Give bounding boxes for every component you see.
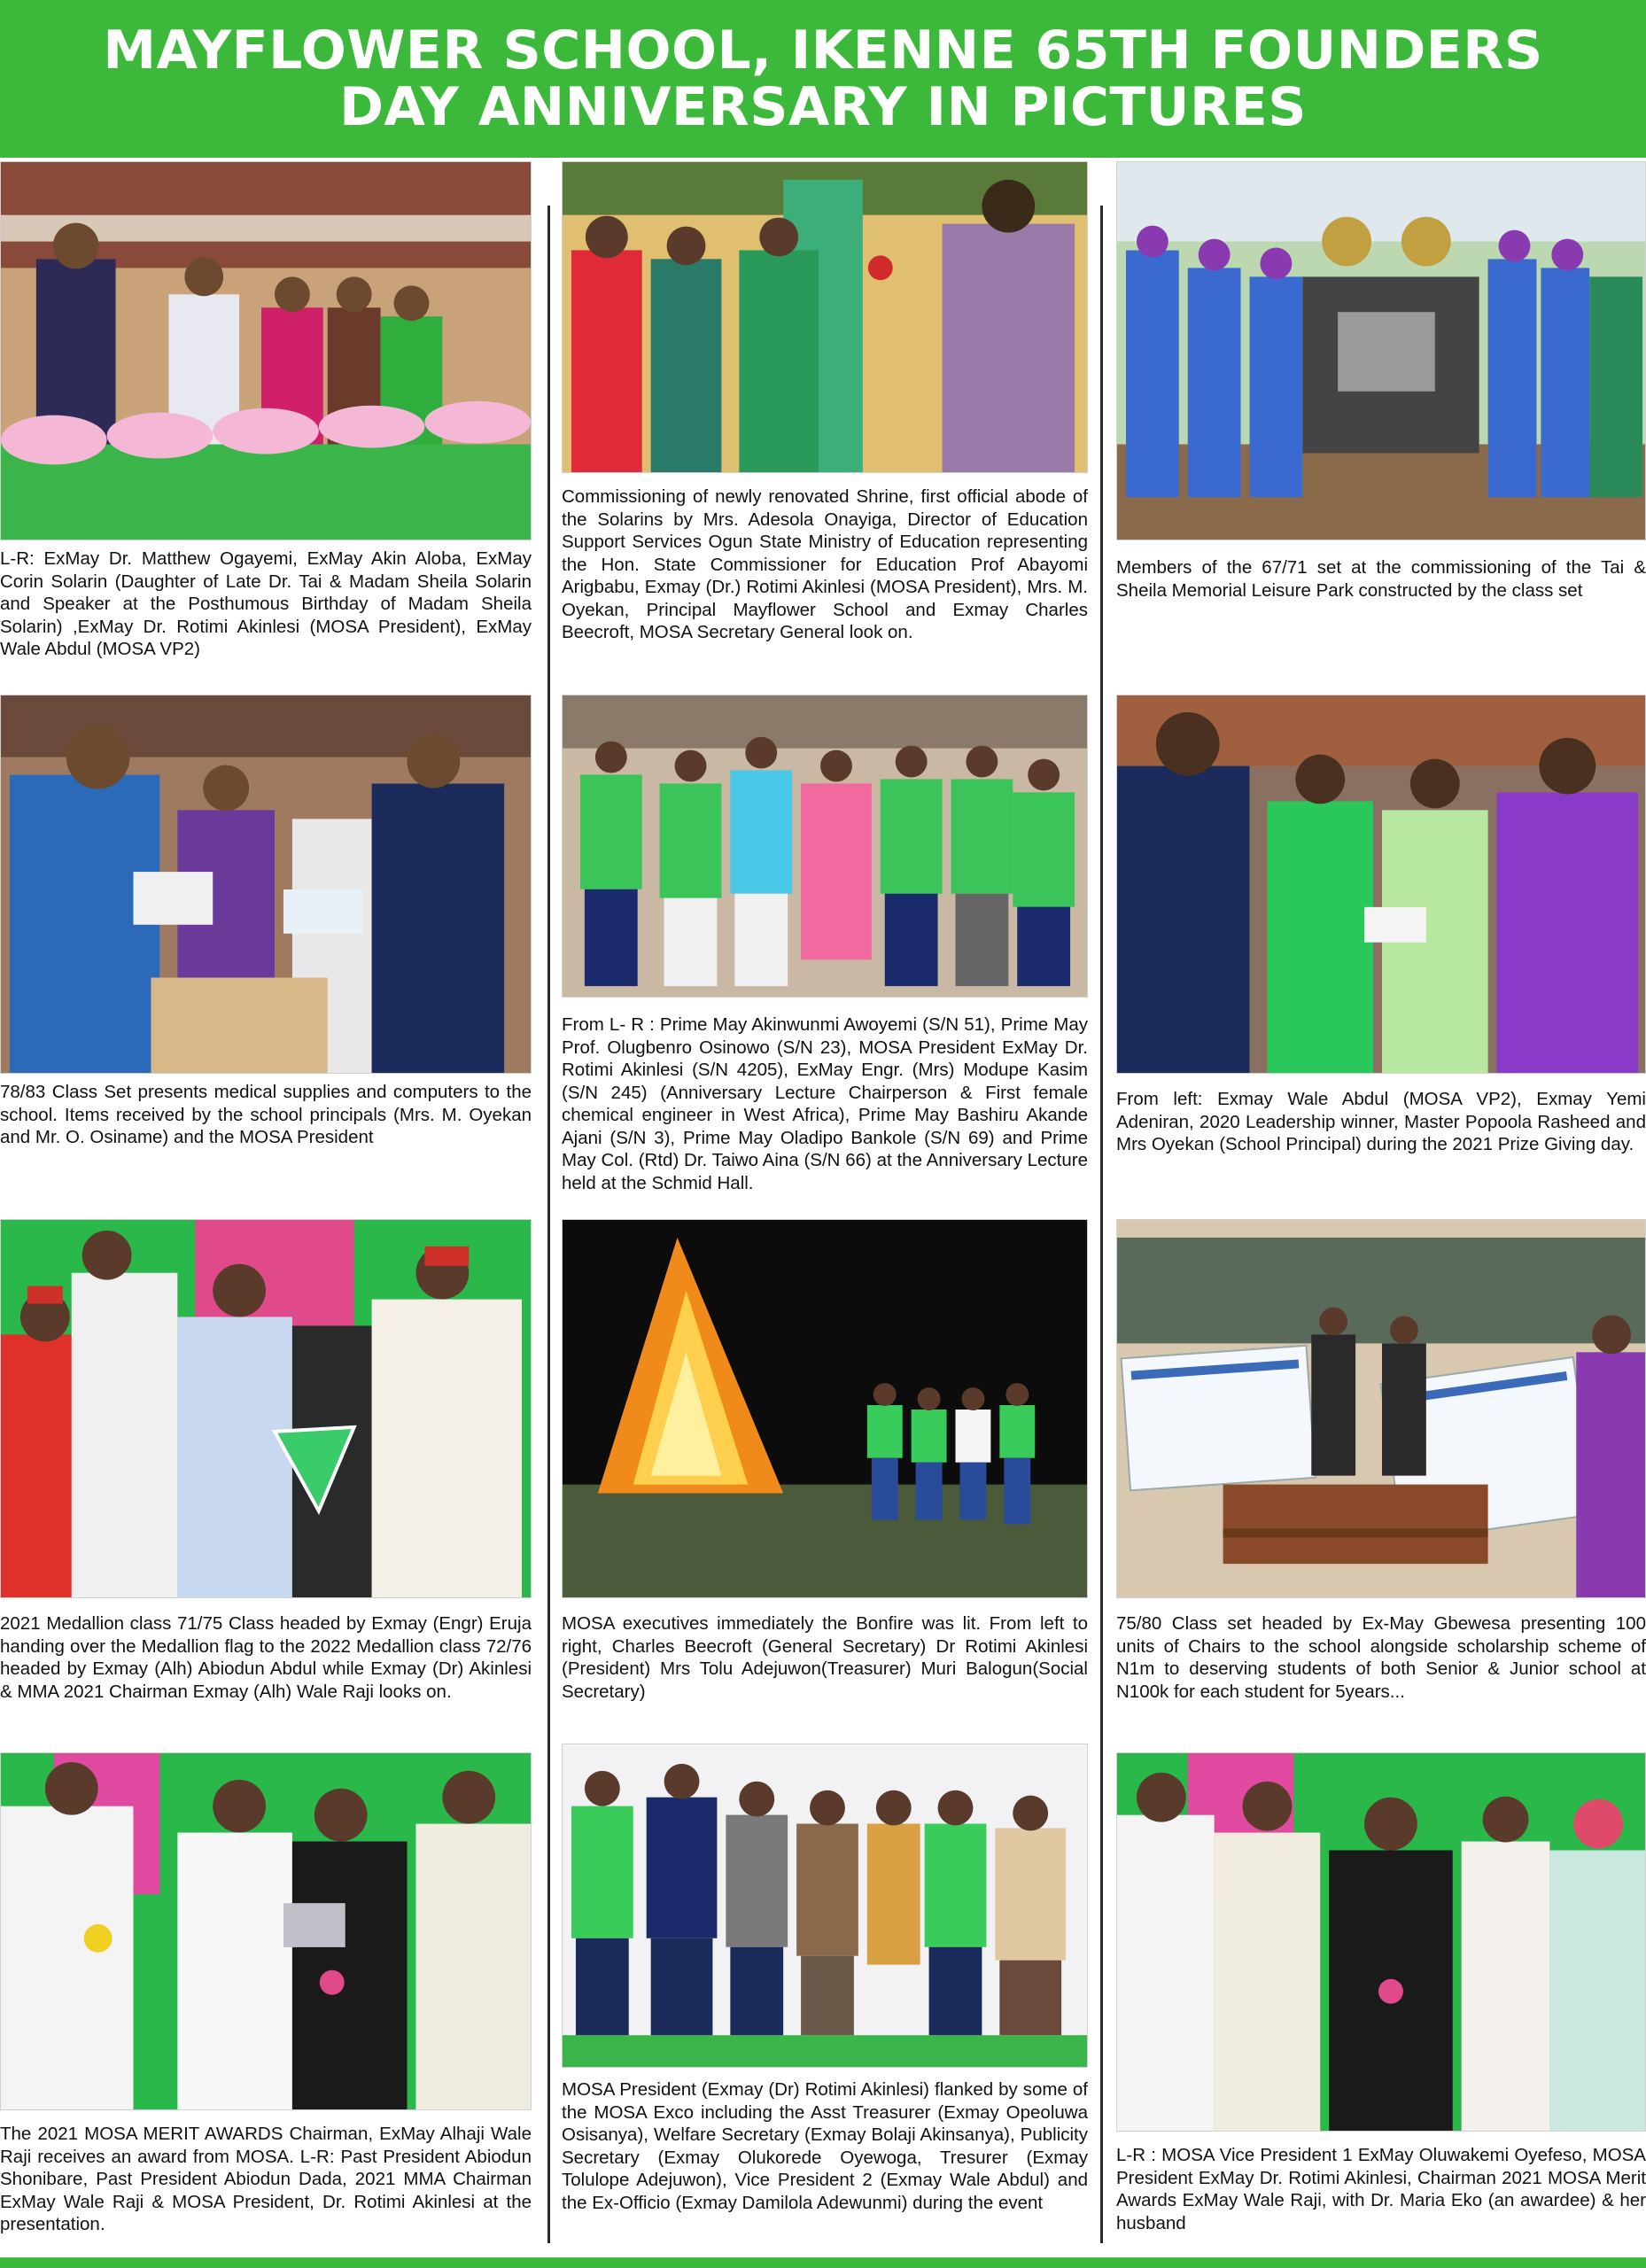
photo-dignitaries-at-table: [0, 161, 532, 540]
caption-dignitaries-at-table: L-R: ExMay Dr. Matthew Ogayemi, ExMay Akin Aloba, ExMay Corin Solarin (Daughter of Late Dr. Tai & Madam Sheila Solarin and Speaker at the Posthumous Birthday of Madam Sheila Solarin) ,ExMay Dr. Rotimi Akinlesi (MOSA President), ExMay Wale Abdul (MOSA VP2): [0, 548, 532, 659]
column-divider-left: [547, 206, 550, 2243]
page-title-line-2: DAY ANNIVERSARY IN PICTURES: [339, 76, 1307, 138]
caption-merit-award-presentation: The 2021 MOSA MERIT AWARDS Chairman, ExMay Alhaji Wale Raji receives an award from MOSA. L-R: Past President Abiodun Shonibare, Past President Abiodun Dada, 2021 MMA Chairman ExMay Wale Raji & MOSA President, Dr. Rotimi Akinlesi at the presentation.: [0, 2124, 532, 2234]
photo-bonfire: [562, 1219, 1088, 1598]
caption-anniversary-lecture-group: From L- R : Prime May Akinwunmi Awoyemi (S/N 51), Prime May Prof. Olugbenro Osinowo (S/N 23), MOSA President ExMay Dr. Rotimi Akinlesi (S/N 4205), ExMay Engr. (Mrs) Modupe Kasim (S/N 245) (Anniversary Lecture Chairperson & First female chemical engineer in West Africa), Prime May Bashiru Akande Ajani (S/N 3), Prime May Oladipo Bankole (S/N 69) and Prime May Col. (Rtd) Dr. Taiwo Aina (S/N 66) at the Anniversary Lecture held at the Schmid Hall.: [562, 1014, 1088, 1193]
photo-vice-president-award: [1116, 1752, 1646, 2132]
photo-medallion-handover: [0, 1219, 532, 1598]
photo-mosa-exco-group: [562, 1744, 1088, 2068]
page-title-line-1: MAYFLOWER SCHOOL, IKENNE 65TH FOUNDERS: [103, 19, 1543, 82]
photo-shrine-commissioning: [562, 161, 1088, 473]
photo-anniversary-lecture-group: [562, 695, 1088, 998]
column-divider-right: [1100, 206, 1103, 2243]
caption-medical-supplies-presentation: 78/83 Class Set presents medical supplies and computers to the school. Items received by the school principals (Mrs. M. Oyekan and Mr. O. Osiname) and the MOSA President: [0, 1082, 532, 1147]
caption-shrine-commissioning: Commissioning of newly renovated Shrine, first official abode of the Solarins by Mrs. Adesola Onayiga, Director of Education Support Services Ogun State Ministry of Education representing the Hon. State Commissioner for Education Prof Abayomi Arigbabu, Exmay (Dr.) Rotimi Akinlesi (MOSA President), Mrs. M. Oyekan, Principal Mayflower School and Exmay Charles Beecroft, MOSA Secretary General look on.: [562, 486, 1088, 642]
caption-chairs-donation: 75/80 Class set headed by Ex-May Gbewesa presenting 100 units of Chairs to the school alongside scholarship scheme of N1m to deserving students of both Senior & Junior school at N100k for each student for 5years...: [1116, 1613, 1646, 1702]
caption-medallion-handover: 2021 Medallion class 71/75 Class headed by Exmay (Engr) Eruja handing over the Medallion flag to the 2022 Medallion class 72/76 headed by Exmay (Alh) Abiodun Abdul while Exmay (Dr) Akinlesi & MMA 2021 Chairman Exmay (Alh) Wale Raji looks on.: [0, 1613, 532, 1702]
photo-chairs-donation: [1116, 1219, 1646, 1598]
photo-merit-award-presentation: [0, 1752, 532, 2110]
header-banner: [0, 0, 1646, 158]
caption-vice-president-award: L-R : MOSA Vice President 1 ExMay Oluwakemi Oyefeso, MOSA President ExMay Dr. Rotimi Akinlesi, Chairman 2021 MOSA Merit Awards ExMay Wale Raji, with Dr. Maria Eko (an awardee) & her husband: [1116, 2145, 1646, 2233]
photo-leisure-park-commissioning: [1116, 161, 1646, 540]
photo-prize-giving-day: [1116, 695, 1646, 1074]
caption-leisure-park-commissioning: Members of the 67/71 set at the commissioning of the Tai & Sheila Memorial Leisure Park constructed by the class set: [1116, 557, 1646, 601]
footer-bar: [0, 2257, 1646, 2268]
photo-medical-supplies-presentation: [0, 695, 532, 1074]
caption-bonfire: MOSA executives immediately the Bonfire was lit. From left to right, Charles Beecroft (General Secretary) Dr Rotimi Akinlesi (President) Mrs Tolu Adejuwon(Treasurer) Muri Balogun(Social Secretary): [562, 1613, 1088, 1702]
caption-mosa-exco-group: MOSA President (Exmay (Dr) Rotimi Akinlesi) flanked by some of the MOSA Exco including the Asst Treasurer (Exmay Opeoluwa Osisanya), Welfare Secretary (Exmay Bolaji Akinsanya), Publicity Secretary (Exmay Olukorede Oyewoga, Tresurer (Exmay Tolulope Adejuwon), Vice President 2 (Exmay Wale Abdul) and the Ex-Officio (Exmay Damilola Adewunmi) during the event: [562, 2079, 1088, 2213]
caption-prize-giving-day: From left: Exmay Wale Abdul (MOSA VP2), Exmay Yemi Adeniran, 2020 Leadership winner, Master Popoola Rasheed and Mrs Oyekan (School Principal) during the 2021 Prize Giving day.: [1116, 1089, 1646, 1154]
